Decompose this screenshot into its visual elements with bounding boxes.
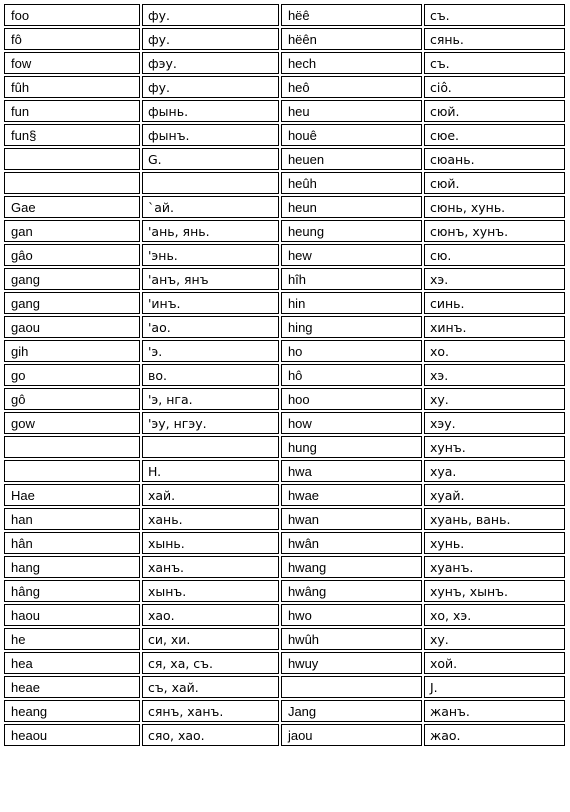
table-row bbox=[4, 124, 565, 146]
latin-syllable-right: hin bbox=[281, 292, 422, 314]
cyrillic-reading-left: хынь. bbox=[142, 532, 279, 554]
cyrillic-reading-left: 'энь. bbox=[142, 244, 279, 266]
cyrillic-reading-right: ху. bbox=[424, 628, 565, 650]
table-row bbox=[4, 556, 565, 578]
table-row bbox=[4, 244, 565, 266]
table-row bbox=[4, 700, 565, 722]
cyrillic-reading-right: съ. bbox=[424, 52, 565, 74]
cyrillic-reading-left: сянъ, ханъ. bbox=[142, 700, 279, 722]
table-row bbox=[4, 148, 565, 170]
latin-syllable-left bbox=[4, 172, 140, 194]
latin-syllable-left: hân bbox=[4, 532, 140, 554]
cyrillic-reading-left: фу. bbox=[142, 28, 279, 50]
table-row bbox=[4, 580, 565, 602]
cyrillic-reading-right: хэ. bbox=[424, 268, 565, 290]
latin-syllable-right: jaou bbox=[281, 724, 422, 746]
latin-syllable-right: hwo bbox=[281, 604, 422, 626]
latin-syllable-right: hwân bbox=[281, 532, 422, 554]
latin-syllable-left: fow bbox=[4, 52, 140, 74]
cyrillic-reading-right: жао. bbox=[424, 724, 565, 746]
latin-syllable-right: hwâng bbox=[281, 580, 422, 602]
cyrillic-reading-left: ся, ха, съ. bbox=[142, 652, 279, 674]
table-body bbox=[4, 4, 565, 746]
table-row bbox=[4, 388, 565, 410]
table-row bbox=[4, 412, 565, 434]
table-row bbox=[4, 52, 565, 74]
table-row bbox=[4, 28, 565, 50]
cyrillic-reading-left: 'э, нга. bbox=[142, 388, 279, 410]
latin-syllable-right: heuen bbox=[281, 148, 422, 170]
cyrillic-reading-right: хуанъ. bbox=[424, 556, 565, 578]
latin-syllable-right: hoo bbox=[281, 388, 422, 410]
cyrillic-reading-right: ху. bbox=[424, 388, 565, 410]
latin-syllable-left: hea bbox=[4, 652, 140, 674]
cyrillic-reading-right: хэ. bbox=[424, 364, 565, 386]
latin-syllable-right: Jang bbox=[281, 700, 422, 722]
latin-syllable-left: fô bbox=[4, 28, 140, 50]
cyrillic-reading-right: хо, хэ. bbox=[424, 604, 565, 626]
latin-syllable-right: hwae bbox=[281, 484, 422, 506]
latin-syllable-right: hew bbox=[281, 244, 422, 266]
cyrillic-reading-right: хинъ. bbox=[424, 316, 565, 338]
cyrillic-reading-left: 'ао. bbox=[142, 316, 279, 338]
table-row bbox=[4, 652, 565, 674]
table-row bbox=[4, 460, 565, 482]
latin-syllable-left: fun bbox=[4, 100, 140, 122]
latin-syllable-left: gow bbox=[4, 412, 140, 434]
cyrillic-reading-left: 'ань, янь. bbox=[142, 220, 279, 242]
cyrillic-reading-right: сю. bbox=[424, 244, 565, 266]
cyrillic-reading-left: фу. bbox=[142, 76, 279, 98]
dictionary-table bbox=[2, 2, 567, 748]
latin-syllable-right: houê bbox=[281, 124, 422, 146]
cyrillic-reading-left: 'э. bbox=[142, 340, 279, 362]
cyrillic-reading-left: съ, хай. bbox=[142, 676, 279, 698]
cyrillic-reading-right: хуай. bbox=[424, 484, 565, 506]
cyrillic-reading-left: фу. bbox=[142, 4, 279, 26]
latin-syllable-left: he bbox=[4, 628, 140, 650]
latin-syllable-right: hwa bbox=[281, 460, 422, 482]
cyrillic-reading-right: сюань. bbox=[424, 148, 565, 170]
cyrillic-reading-left: `ай. bbox=[142, 196, 279, 218]
latin-syllable-right: hwuy bbox=[281, 652, 422, 674]
latin-syllable-right: hwang bbox=[281, 556, 422, 578]
table-row bbox=[4, 76, 565, 98]
latin-syllable-left: gih bbox=[4, 340, 140, 362]
cyrillic-reading-right: сюе. bbox=[424, 124, 565, 146]
table-row bbox=[4, 508, 565, 530]
cyrillic-reading-left: сяо, хао. bbox=[142, 724, 279, 746]
cyrillic-reading-right: хэу. bbox=[424, 412, 565, 434]
cyrillic-reading-left bbox=[142, 172, 279, 194]
latin-syllable-left bbox=[4, 436, 140, 458]
cyrillic-reading-right: жанъ. bbox=[424, 700, 565, 722]
cyrillic-reading-right: сянь. bbox=[424, 28, 565, 50]
cyrillic-reading-left: хао. bbox=[142, 604, 279, 626]
latin-syllable-right: hung bbox=[281, 436, 422, 458]
cyrillic-reading-right: сюнъ, хунъ. bbox=[424, 220, 565, 242]
cyrillic-reading-left: G. bbox=[142, 148, 279, 170]
latin-syllable-right: heu bbox=[281, 100, 422, 122]
table-row bbox=[4, 268, 565, 290]
table-row bbox=[4, 484, 565, 506]
table-row bbox=[4, 604, 565, 626]
table-row bbox=[4, 724, 565, 746]
cyrillic-reading-left: ханъ. bbox=[142, 556, 279, 578]
cyrillic-reading-left: 'инъ. bbox=[142, 292, 279, 314]
table-row bbox=[4, 292, 565, 314]
cyrillic-reading-left: во. bbox=[142, 364, 279, 386]
latin-syllable-left: Hae bbox=[4, 484, 140, 506]
latin-syllable-left: hang bbox=[4, 556, 140, 578]
table-row bbox=[4, 4, 565, 26]
cyrillic-reading-left: 'анъ, янъ bbox=[142, 268, 279, 290]
cyrillic-reading-right: хуа. bbox=[424, 460, 565, 482]
cyrillic-reading-right: J. bbox=[424, 676, 565, 698]
cyrillic-reading-right: хунь. bbox=[424, 532, 565, 554]
cyrillic-reading-left: си, хи. bbox=[142, 628, 279, 650]
latin-syllable-right: hô bbox=[281, 364, 422, 386]
latin-syllable-left: gaou bbox=[4, 316, 140, 338]
latin-syllable-right: heûh bbox=[281, 172, 422, 194]
latin-syllable-right: heô bbox=[281, 76, 422, 98]
cyrillic-reading-left: фынь. bbox=[142, 100, 279, 122]
latin-syllable-left: gang bbox=[4, 292, 140, 314]
latin-syllable-right: ho bbox=[281, 340, 422, 362]
table-row bbox=[4, 172, 565, 194]
latin-syllable-right: hwûh bbox=[281, 628, 422, 650]
latin-syllable-right: hëên bbox=[281, 28, 422, 50]
cyrillic-reading-right: хой. bbox=[424, 652, 565, 674]
latin-syllable-right: how bbox=[281, 412, 422, 434]
cyrillic-reading-right: сюй. bbox=[424, 172, 565, 194]
latin-syllable-right: heung bbox=[281, 220, 422, 242]
cyrillic-reading-left: фэу. bbox=[142, 52, 279, 74]
latin-syllable-left: gô bbox=[4, 388, 140, 410]
cyrillic-reading-right: ciô. bbox=[424, 76, 565, 98]
latin-syllable-left: fûh bbox=[4, 76, 140, 98]
table-row bbox=[4, 676, 565, 698]
latin-syllable-left: han bbox=[4, 508, 140, 530]
cyrillic-reading-left: 'эу, нгэу. bbox=[142, 412, 279, 434]
table-row bbox=[4, 364, 565, 386]
latin-syllable-left: go bbox=[4, 364, 140, 386]
latin-syllable-left: gan bbox=[4, 220, 140, 242]
table-row bbox=[4, 436, 565, 458]
latin-syllable-left: foo bbox=[4, 4, 140, 26]
latin-syllable-left: Gae bbox=[4, 196, 140, 218]
table-row bbox=[4, 100, 565, 122]
latin-syllable-right: hwan bbox=[281, 508, 422, 530]
latin-syllable-left: gang bbox=[4, 268, 140, 290]
cyrillic-reading-right: сюнь, хунь. bbox=[424, 196, 565, 218]
cyrillic-reading-right: хо. bbox=[424, 340, 565, 362]
table-row bbox=[4, 316, 565, 338]
cyrillic-reading-left: H. bbox=[142, 460, 279, 482]
cyrillic-reading-right: сюй. bbox=[424, 100, 565, 122]
latin-syllable-right: heun bbox=[281, 196, 422, 218]
table-row bbox=[4, 628, 565, 650]
cyrillic-reading-left: фынъ. bbox=[142, 124, 279, 146]
latin-syllable-right: hîh bbox=[281, 268, 422, 290]
latin-syllable-left: heang bbox=[4, 700, 140, 722]
cyrillic-reading-right: хунъ, хынъ. bbox=[424, 580, 565, 602]
latin-syllable-right: hëê bbox=[281, 4, 422, 26]
latin-syllable-right: hing bbox=[281, 316, 422, 338]
latin-syllable-left: fun§ bbox=[4, 124, 140, 146]
latin-syllable-right bbox=[281, 676, 422, 698]
cyrillic-reading-left: хынъ. bbox=[142, 580, 279, 602]
latin-syllable-left bbox=[4, 460, 140, 482]
cyrillic-reading-left: хай. bbox=[142, 484, 279, 506]
table-row bbox=[4, 340, 565, 362]
latin-syllable-left: heaou bbox=[4, 724, 140, 746]
latin-syllable-left bbox=[4, 148, 140, 170]
cyrillic-reading-right: хунъ. bbox=[424, 436, 565, 458]
latin-syllable-left: hâng bbox=[4, 580, 140, 602]
table-row bbox=[4, 196, 565, 218]
table-row bbox=[4, 220, 565, 242]
cyrillic-reading-right: хуань, вань. bbox=[424, 508, 565, 530]
table-row bbox=[4, 532, 565, 554]
cyrillic-reading-left: хань. bbox=[142, 508, 279, 530]
cyrillic-reading-right: синь. bbox=[424, 292, 565, 314]
cyrillic-reading-right: съ. bbox=[424, 4, 565, 26]
latin-syllable-right: hech bbox=[281, 52, 422, 74]
latin-syllable-left: heae bbox=[4, 676, 140, 698]
cyrillic-reading-left bbox=[142, 436, 279, 458]
latin-syllable-left: gâo bbox=[4, 244, 140, 266]
latin-syllable-left: haou bbox=[4, 604, 140, 626]
